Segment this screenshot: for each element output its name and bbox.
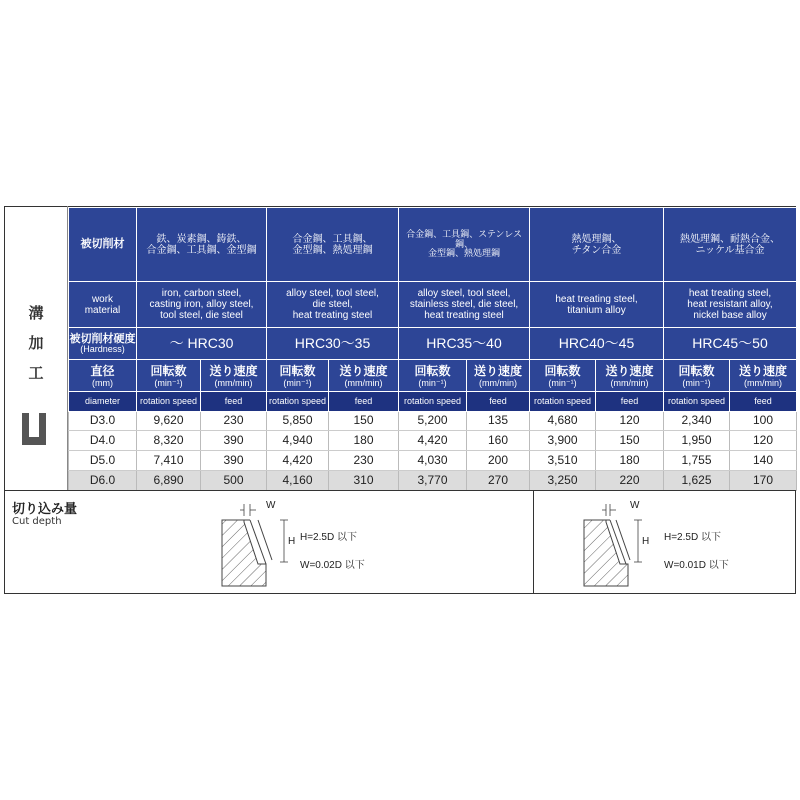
material-jp-label: 被切削材 (69, 208, 137, 282)
feed-cell: 180 (329, 431, 399, 451)
side-label-char: 溝 (28, 304, 44, 322)
material-en-group-1: iron, carbon steel, casting iron, alloy steel, tool steel, die steel (137, 282, 267, 328)
feed-header: 送り速度 (mm/min) (467, 360, 530, 392)
rotation-cell: 6,890 (137, 471, 201, 491)
rotation-cell: 4,420 (267, 451, 329, 471)
hardness-group-1: ～ HRC30 (137, 328, 267, 360)
feed-cell: 390 (201, 451, 267, 471)
rotation-cell: 2,340 (664, 412, 730, 431)
feed-en-header: feed (329, 392, 399, 412)
material-en-group-3: alloy steel, tool steel, stainless steel, die steel, heat treating steel (399, 282, 530, 328)
table-row (69, 431, 797, 451)
hardness-group-3: HRC35～40 (399, 328, 530, 360)
rotation-cell: 3,250 (530, 471, 596, 491)
rotation-cell: 3,900 (530, 431, 596, 451)
rotation-cell: 4,940 (267, 431, 329, 451)
h-label: H (288, 536, 296, 547)
feed-en-header: feed (596, 392, 664, 412)
cut-depth-separator (4, 490, 796, 491)
feed-cell: 150 (596, 431, 664, 451)
rotation-cell: 5,200 (399, 412, 467, 431)
hardness-row (69, 328, 797, 360)
feed-cell: 230 (329, 451, 399, 471)
side-label-char: 工 (28, 364, 44, 382)
feed-cell: 100 (730, 412, 797, 431)
rotation-cell: 8,320 (137, 431, 201, 451)
rotation-header: 回転数 (min⁻¹) (267, 360, 329, 392)
cut-depth-diagram-2 (580, 498, 650, 590)
rotation-cell: 3,770 (399, 471, 467, 491)
feed-cell: 390 (201, 431, 267, 451)
feed-en-header: feed (467, 392, 530, 412)
rotation-header: 回転数 (min⁻¹) (664, 360, 730, 392)
material-en-group-2: alloy steel, tool steel, die steel, heat treating steel (267, 282, 399, 328)
feed-header: 送り速度 (mm/min) (201, 360, 267, 392)
slot-milling-icon (22, 413, 46, 445)
diameter-cell: D6.0 (69, 471, 137, 491)
feed-en-header: feed (201, 392, 267, 412)
cut-depth-divider (533, 490, 534, 594)
rotation-header: 回転数 (min⁻¹) (530, 360, 596, 392)
rotation-cell: 9,620 (137, 412, 201, 431)
feed-header: 送り速度 (mm/min) (730, 360, 797, 392)
material-jp-group-1: 鉄、炭素鋼、鋳鉄、 合金鋼、工具鋼、金型鋼 (137, 208, 267, 282)
rotation-en-header: rotation speed (399, 392, 467, 412)
feed-header: 送り速度 (mm/min) (329, 360, 399, 392)
rotation-header: 回転数 (min⁻¹) (399, 360, 467, 392)
feed-cell: 230 (201, 412, 267, 431)
material-en-group-4: heat treating steel, titanium alloy (530, 282, 664, 328)
material-jp-row (69, 208, 797, 282)
material-jp-group-2: 合金鋼、工具鋼、 金型鋼、熱処理鋼 (267, 208, 399, 282)
feed-cell: 220 (596, 471, 664, 491)
diameter-cell: D5.0 (69, 451, 137, 471)
feed-cell: 170 (730, 471, 797, 491)
table-row (69, 451, 797, 471)
rotation-en-header: rotation speed (137, 392, 201, 412)
diameter-en-header: diameter (69, 392, 137, 412)
table-row (69, 412, 797, 431)
table-row (69, 471, 797, 491)
side-label-char: 加 (28, 334, 44, 352)
h-formula: H=2.5D 以下 (664, 532, 721, 543)
feed-cell: 120 (596, 412, 664, 431)
hardness-group-4: HRC40～45 (530, 328, 664, 360)
rotation-cell: 5,850 (267, 412, 329, 431)
diameter-cell: D3.0 (69, 412, 137, 431)
material-jp-group-3: 合金鋼、工具鋼、ステンレス鋼、 金型鋼、熱処理鋼 (399, 208, 530, 282)
feed-cell: 270 (467, 471, 530, 491)
feed-cell: 310 (329, 471, 399, 491)
cutting-conditions-table (68, 207, 797, 491)
w-formula: W=0.01D 以下 (664, 560, 729, 571)
h-label: H (642, 536, 650, 547)
side-label-panel (4, 206, 68, 490)
feed-header: 送り速度 (mm/min) (596, 360, 664, 392)
feed-cell: 120 (730, 431, 797, 451)
feed-cell: 180 (596, 451, 664, 471)
cut-depth-subtitle: Cut depth (12, 516, 62, 527)
feed-cell: 140 (730, 451, 797, 471)
feed-cell: 200 (467, 451, 530, 471)
rotation-cell: 3,510 (530, 451, 596, 471)
w-label: W (630, 500, 640, 511)
material-en-group-5: heat treating steel, heat resistant alloy, nickel base alloy (664, 282, 797, 328)
material-jp-group-5: 熱処理鋼、耐熱合金、 ニッケル基合金 (664, 208, 797, 282)
feed-cell: 160 (467, 431, 530, 451)
unit-row (69, 360, 797, 392)
rotation-cell: 1,755 (664, 451, 730, 471)
en-header-row (69, 392, 797, 412)
rotation-cell: 1,625 (664, 471, 730, 491)
rotation-en-header: rotation speed (267, 392, 329, 412)
h-formula: H=2.5D 以下 (300, 532, 357, 543)
cut-depth-title: 切り込み量 (12, 502, 78, 517)
rotation-cell: 7,410 (137, 451, 201, 471)
w-formula: W=0.02D 以下 (300, 560, 365, 571)
rotation-cell: 1,950 (664, 431, 730, 451)
rotation-header: 回転数 (min⁻¹) (137, 360, 201, 392)
rotation-cell: 4,030 (399, 451, 467, 471)
rotation-cell: 4,420 (399, 431, 467, 451)
feed-cell: 500 (201, 471, 267, 491)
diameter-cell: D4.0 (69, 431, 137, 451)
hardness-group-5: HRC45～50 (664, 328, 797, 360)
hardness-label: 被切削材硬度 (Hardness) (69, 328, 137, 360)
feed-cell: 135 (467, 412, 530, 431)
feed-cell: 150 (329, 412, 399, 431)
material-en-row (69, 282, 797, 328)
material-jp-group-4: 熱処理鋼、 チタン合金 (530, 208, 664, 282)
rotation-cell: 4,160 (267, 471, 329, 491)
rotation-en-header: rotation speed (664, 392, 730, 412)
rotation-cell: 4,680 (530, 412, 596, 431)
material-en-label: work material (69, 282, 137, 328)
feed-en-header: feed (730, 392, 797, 412)
hardness-group-2: HRC30～35 (267, 328, 399, 360)
w-label: W (266, 500, 276, 511)
diameter-header: 直径 (mm) (69, 360, 137, 392)
rotation-en-header: rotation speed (530, 392, 596, 412)
